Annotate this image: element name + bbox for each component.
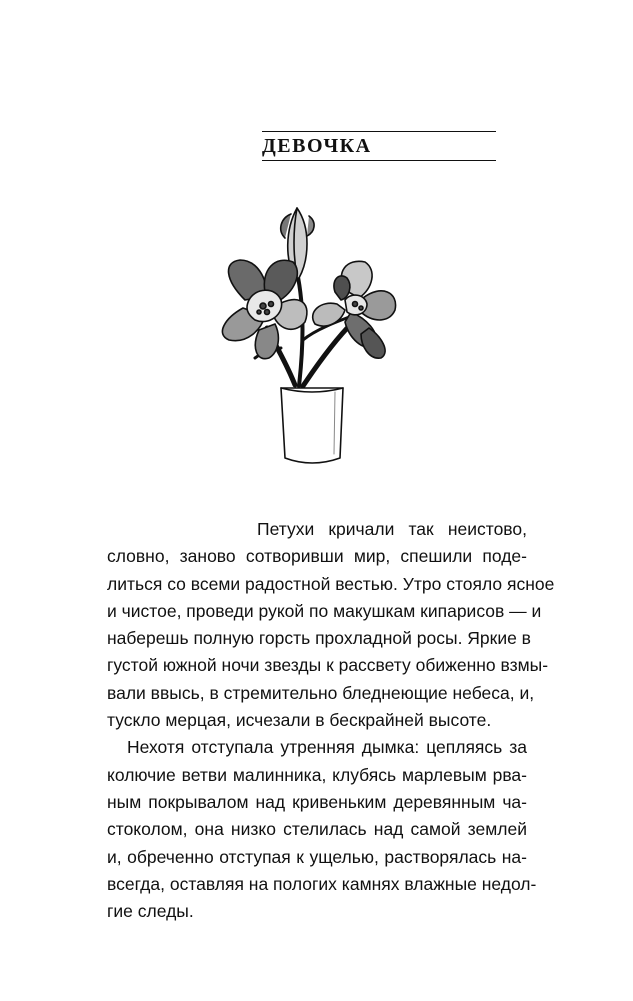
- text-line: и чистое, проведи рукой по макушкам кипарисов — и: [107, 600, 542, 621]
- chapter-rule-top: [262, 131, 496, 132]
- text-line: Петухи кричали так неистово,: [257, 519, 527, 539]
- text-line: колючие ветви малинника, клубясь марлевым рва-: [107, 764, 527, 785]
- text-line: Нехотя отступала утренняя дымка: цепляясь за: [127, 737, 527, 758]
- text-line: ным покрывалом над кривеньким деревянным ча-: [107, 791, 527, 812]
- text-line: наберешь полную горсть прохладной росы. Яркие в: [107, 628, 531, 649]
- text-line: словно, заново сотворивши мир, спешили поде-: [107, 546, 527, 567]
- paragraph-1: [107, 516, 555, 734]
- text-line: вали ввысь, в стремительно бледнеющие небеса, и,: [107, 682, 535, 703]
- text-line: и, обреченно отступая к ущелью, растворялась на-: [107, 846, 527, 867]
- chapter-text: [107, 516, 555, 925]
- text-line: литься со всеми радостной вестью. Утро стояло ясное: [107, 573, 555, 594]
- chapter-rule-bottom: [262, 160, 496, 161]
- chapter-title: ДЕВОЧКА: [262, 135, 372, 157]
- text-line: всегда, оставляя на пологих камнях влажные недол-: [107, 873, 537, 894]
- text-line: тускло мерцая, исчезали в бескрайней высоте.: [107, 710, 492, 731]
- text-line: гие следы.: [107, 901, 194, 922]
- text-line: густой южной ночи звезды к рассвету обиженно взмы-: [107, 655, 549, 676]
- magnolia-in-vase-icon: [185, 200, 425, 470]
- paragraph-2: [107, 734, 537, 925]
- text-line: стоколом, она низко стелилась над самой землей: [107, 819, 527, 840]
